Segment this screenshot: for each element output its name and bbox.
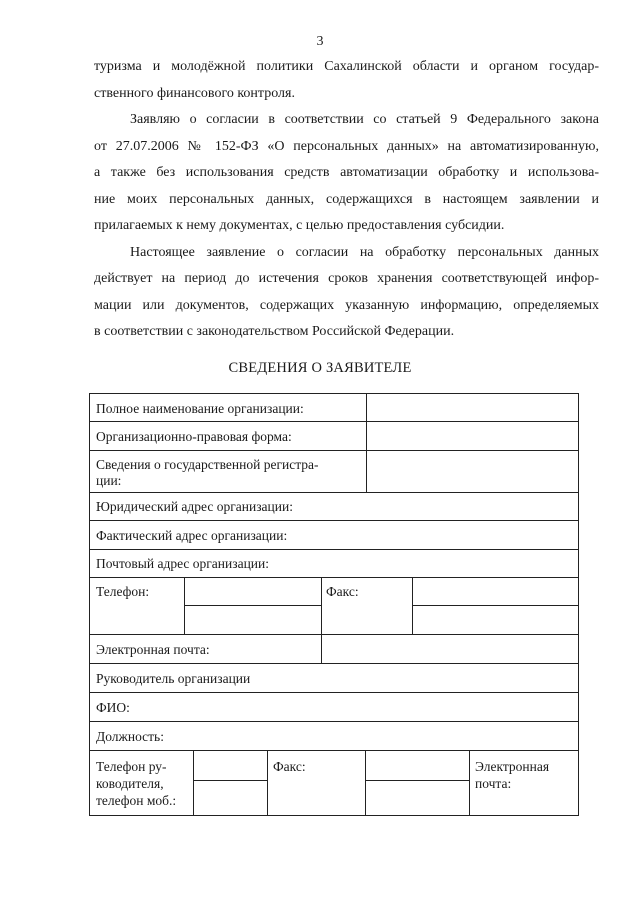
- state-registration-label-line2: ции:: [96, 473, 122, 488]
- head-email-label-line2: почта:: [475, 776, 512, 791]
- email-field[interactable]: [322, 635, 578, 663]
- paragraph-line: в соответствии с законодательством Российской Федерации.: [94, 324, 455, 339]
- form-row-legal-address: [89, 493, 579, 521]
- form-row-org-legal-form: [89, 422, 579, 451]
- applicant-form: [89, 393, 579, 816]
- head-fax-field-2[interactable]: [366, 781, 469, 815]
- paragraph-line: прилагаемых к нему документах, с целью предоставления субсидии.: [94, 218, 505, 233]
- paragraph-line: туризма и молодёжной политики Сахалинской области и органом государ-: [94, 59, 599, 74]
- head-phone-label-line2: ководителя,: [96, 776, 164, 791]
- head-phone-label-line3: телефон моб.:: [96, 793, 177, 808]
- page-number: 3: [316, 34, 324, 49]
- paragraph-line: Заявляю о согласии в соответствии со статьей 9 Федерального закона: [130, 112, 599, 127]
- form-row-state-registration: [89, 451, 579, 493]
- form-row-org-full-name: [89, 393, 579, 422]
- paragraph-line: Настоящее заявление о согласии на обработку персональных данных: [130, 244, 599, 260]
- head-phone-label-line1: Телефон ру-: [96, 759, 167, 774]
- org-legal-form-label: Организационно-правовая форма:: [96, 429, 292, 444]
- state-registration-field[interactable]: [367, 451, 578, 492]
- paragraph-line: действует на период до истечения сроков хранения соответствующей инфор-: [94, 271, 599, 286]
- form-row-position: [89, 722, 579, 751]
- form-row-email: [89, 635, 579, 664]
- head-phone-field-2[interactable]: [194, 781, 267, 815]
- form-row-actual-address: [89, 521, 579, 550]
- postal-address-label: Почтовый адрес организации:: [96, 556, 269, 571]
- phone-label: Телефон:: [96, 584, 150, 599]
- position-label: Должность:: [96, 729, 164, 744]
- org-legal-form-field[interactable]: [367, 422, 578, 450]
- actual-address-label: Фактический адрес организации:: [96, 528, 288, 543]
- section-title: СВЕДЕНИЯ О ЗАЯВИТЕЛЕ: [228, 360, 412, 376]
- phone-field-1[interactable]: [185, 578, 321, 605]
- form-row-postal-address: [89, 550, 579, 578]
- org-full-name-field[interactable]: [367, 394, 578, 421]
- form-row-full-name: [89, 693, 579, 722]
- full-name-label: ФИО:: [96, 700, 130, 715]
- phone-field-2[interactable]: [185, 606, 321, 634]
- head-phone-field-1[interactable]: [194, 751, 267, 780]
- form-row-phone-fax: [89, 578, 579, 635]
- fax-field-2[interactable]: [413, 606, 578, 634]
- paragraph-line: от 27.07.2006 № 152-ФЗ «О персональных данных» на автоматизированную,: [94, 138, 599, 154]
- legal-address-label: Юридический адрес организации:: [96, 499, 293, 514]
- paragraph-line: мации или документов, содержащих указанную информацию, определяемых: [94, 297, 599, 313]
- fax-label: Факс:: [326, 584, 359, 599]
- head-fax-label: Факс:: [273, 759, 306, 774]
- head-email-label-line1: Электронная: [475, 759, 550, 774]
- paragraph-line: ние моих персональных данных, содержащихся в настоящем заявлении и: [94, 191, 599, 207]
- paragraph-line: а также без использования средств автоматизации обработку и использова-: [94, 165, 599, 180]
- form-row-head-contacts: [89, 751, 579, 816]
- form-row-head-section: [89, 664, 579, 693]
- body-text: [94, 54, 599, 346]
- fax-field-1[interactable]: [413, 578, 578, 605]
- email-label: Электронная почта:: [96, 642, 210, 657]
- head-section-label: Руководитель организации: [96, 671, 251, 686]
- paragraph-line: ственного финансового контроля.: [94, 85, 295, 101]
- org-full-name-label: Полное наименование организации:: [96, 401, 304, 416]
- head-fax-field-1[interactable]: [366, 751, 469, 780]
- state-registration-label-line1: Сведения о государственной регистра-: [96, 457, 319, 472]
